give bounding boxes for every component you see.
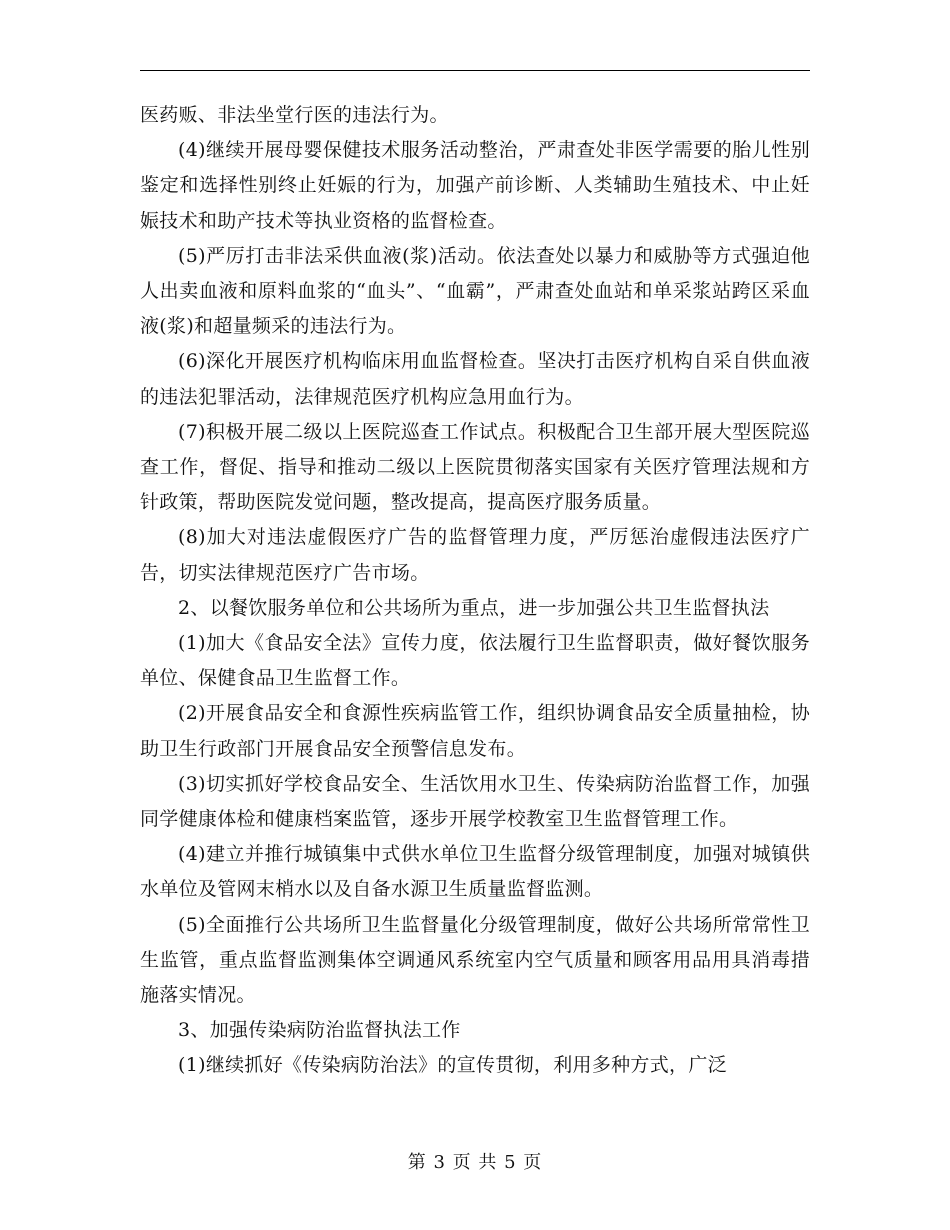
paragraph-4: (6)深化开展医疗机构临床用血监督检查。坚决打击医疗机构自采自供血液的违法犯罪活动，法律规范医疗机构应急用血行为。	[140, 350, 810, 408]
paragraph-11: (4)建立并推行城镇集中式供水单位卫生监督分级管理制度，加强对城镇供水单位及管网末梢水以及自备水源卫生质量监督监测。	[140, 843, 810, 901]
header-rule	[140, 70, 810, 71]
paragraph-6: (8)加大对违法虚假医疗广告的监督管理力度，严厉惩治虚假违法医疗广告，切实法律规范医疗广告市场。	[140, 526, 810, 584]
paragraph-1: 医药贩、非法坐堂行医的违法行为。	[140, 104, 449, 126]
document-body	[140, 98, 810, 1084]
paragraph-10: (3)切实抓好学校食品安全、生活饮用水卫生、传染病防治监督工作，加强同学健康体检和健康档案监管，逐步开展学校教室卫生监督管理工作。	[140, 772, 810, 831]
page-number-footer: 第 3 页 共 5 页	[407, 1152, 543, 1173]
paragraph-8: (1)加大《食品安全法》宣传力度，依法履行卫生监督职责，做好餐饮服务单位、保健食品卫生监督工作。	[140, 632, 810, 690]
paragraph-9: (2)开展食品安全和食源性疾病监管工作，组织协调食品安全质量抽检，协助卫生行政部门开展食品安全预警信息发布。	[140, 702, 810, 760]
paragraph-2: (4)继续开展母婴保健技术服务活动整治，严肃查处非医学需要的胎儿性别鉴定和选择性别终止妊娠的行为，加强产前诊断、人类辅助生殖技术、中止妊娠技术和助产技术等执业资格的监督检查。	[140, 139, 810, 232]
paragraph-5: (7)积极开展二级以上医院巡查工作试点。积极配合卫生部开展大型医院巡查工作，督促、指导和推动二级以上医院贯彻落实国家有关医疗管理法规和方针政策，帮助医院发觉问题，整改提高，提高医疗服务质量。	[140, 420, 810, 514]
section-heading-2: 2、以餐饮服务单位和公共场所为重点，进一步加强公共卫生监督执法	[178, 596, 770, 619]
paragraph-14: (1)继续抓好《传染病防治法》的宣传贯彻，利用多种方式，广泛	[178, 1054, 727, 1077]
section-heading-3: 3、加强传染病防治监督执法工作	[178, 1019, 461, 1042]
paragraph-12: (5)全面推行公共场所卫生监督量化分级管理制度，做好公共场所常常性卫生监管，重点监督监测集体空调通风系统室内空气质量和顾客用品用具消毒措施落实情况。	[140, 913, 810, 1007]
paragraph-3: (5)严厉打击非法采供血液(浆)活动。依法查处以暴力和威胁等方式强迫他人出卖血液和原料血浆的“血头”、“血霸”，严肃查处血站和单采浆站跨区采血液(浆)和超量频采的违法行为。	[140, 244, 810, 338]
